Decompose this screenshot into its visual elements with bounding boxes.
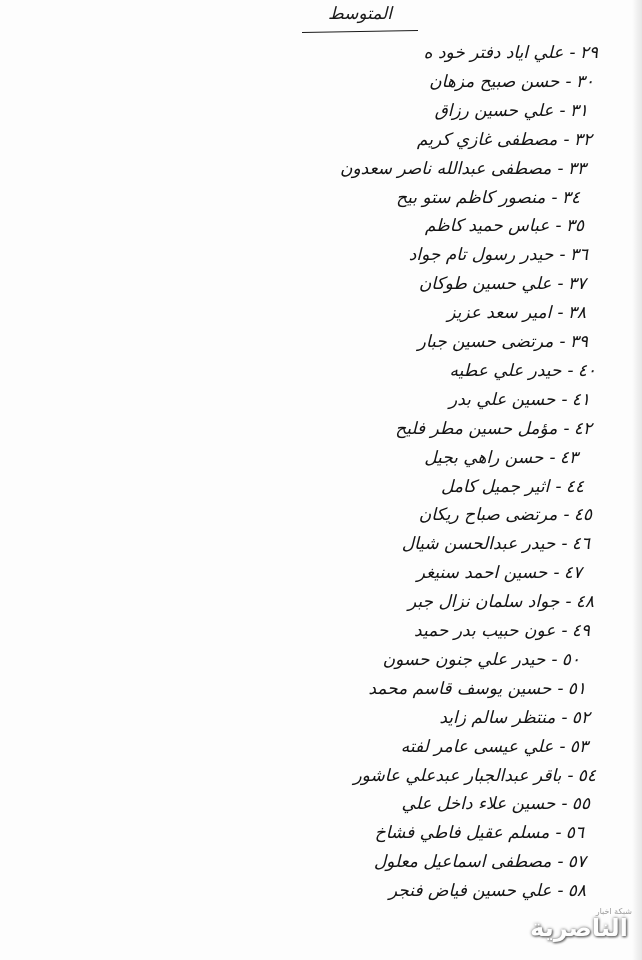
entry-number: ٤٣ [559, 447, 578, 468]
list-item [417, 560, 582, 586]
entry-number: ٥١ [567, 678, 586, 699]
entry-separator: - [555, 823, 562, 844]
entry-number: ٥٦ [565, 823, 584, 844]
page-heading: المتوسط [327, 4, 393, 24]
entry-name: امير سعد عزيز [447, 303, 552, 324]
list-item [395, 416, 592, 442]
list-item [424, 40, 598, 66]
entry-separator: - [555, 216, 562, 237]
entry-number: ٣٠ [575, 71, 594, 92]
entry-number: ٣٤ [561, 187, 580, 208]
entry-separator: - [557, 881, 564, 902]
entry-name: علي حسين فياض فنجر [388, 881, 552, 902]
entry-name: مؤمل حسين مطر فليح [395, 418, 558, 439]
entry-separator: - [557, 274, 564, 295]
entry-number: ٤٨ [575, 592, 594, 613]
entry-name: مصطفى غازي كريم [416, 129, 558, 150]
entry-name: حيدر عبدالحسن شيال [401, 534, 556, 555]
entry-separator: - [561, 707, 568, 728]
entry-number: ٥٢ [571, 707, 590, 728]
entry-number: ٤٢ [573, 418, 592, 439]
entry-separator: - [559, 100, 566, 121]
entry-separator: - [563, 505, 570, 526]
list-item [353, 763, 596, 789]
list-item [417, 127, 592, 153]
entry-number: ٥٨ [567, 881, 586, 902]
entry-name: حسين علاء داخل علي [401, 794, 556, 815]
entry-name: علي عيسى عامر لفته [400, 736, 554, 757]
entry-name: مرتضى صباح ريكان [418, 505, 558, 526]
entry-separator: - [567, 360, 574, 381]
entry-name: مصطفى عبدالله ناصر سعدون [339, 158, 552, 179]
entry-separator: - [557, 303, 564, 324]
watermark-logo: الناصرية [530, 914, 628, 942]
entry-name: علي اياد دفتر خود ه [423, 43, 564, 63]
entry-number: ٣٩ [569, 332, 588, 352]
entry-number: ٣١ [569, 100, 588, 121]
list-item [409, 242, 588, 268]
list-item [389, 878, 586, 904]
entry-number: ٥٥ [571, 794, 590, 815]
list-item [374, 849, 586, 875]
entry-name: علي حسين رزاق [434, 100, 554, 121]
list-item [441, 474, 584, 500]
entry-separator: - [561, 794, 568, 815]
list-item [414, 618, 590, 644]
entry-separator: - [563, 129, 570, 150]
list-item [449, 387, 590, 413]
list-item [340, 156, 586, 182]
list-item [402, 531, 590, 557]
entry-name: عباس حميد كاظم [424, 216, 550, 237]
list-item [450, 358, 596, 384]
list-item [429, 69, 594, 95]
entry-name: حسن راهي بجيل [424, 447, 544, 468]
entry-separator: - [559, 332, 566, 352]
entry-name: عون حبيب بدر حميد [414, 621, 556, 641]
entry-number: ٤٧ [563, 563, 582, 584]
entry-name: حسن صبيح مزهان [429, 71, 560, 92]
entry-number: ٥٠ [561, 649, 580, 670]
entry-number: ٣٧ [567, 274, 586, 295]
entry-number: ٣٥ [565, 216, 584, 237]
entry-name: حسين علي بدر [449, 389, 556, 410]
list-item [418, 329, 588, 355]
entry-name: جواد سلمان نزال جبر [408, 592, 560, 613]
entry-number: ٣٢ [573, 129, 592, 150]
entry-name: مرتضى حسين جبار [417, 332, 554, 352]
entry-separator: - [553, 563, 560, 584]
entry-name: حيدر علي عطيه [449, 360, 562, 381]
entry-name: حيدر رسول تام جواد [408, 245, 554, 266]
entry-separator: - [569, 43, 576, 63]
entry-separator: - [557, 158, 564, 179]
entry-number: ٣٨ [567, 303, 586, 324]
entry-separator: - [561, 534, 568, 555]
list-item [408, 589, 594, 615]
entry-separator: - [561, 621, 568, 641]
entry-number: ٤٩ [571, 621, 590, 641]
entry-name: حسين يوسف قاسم محمد [368, 678, 552, 699]
list-item [435, 98, 588, 124]
entry-name: علي حسين طوكان [418, 274, 552, 295]
watermark-subtext: شبكة اخبار [595, 907, 632, 916]
entry-number: ٤١ [571, 389, 590, 410]
entry-name: اثير جميل كامل [441, 476, 550, 497]
entry-number: ٢٩ [579, 43, 598, 63]
entry-separator: - [563, 418, 570, 439]
list-item [419, 271, 586, 297]
list-item [396, 185, 580, 211]
entry-number: ٥٤ [577, 765, 596, 786]
entry-separator: - [565, 592, 572, 613]
entry-number: ٥٣ [569, 736, 588, 757]
entry-number: ٤٠ [577, 360, 596, 381]
list-item [419, 502, 592, 528]
entry-separator: - [565, 71, 572, 92]
list-item [368, 676, 586, 702]
entry-number: ٥٧ [567, 852, 586, 873]
entry-name: باقر عبدالجبار عبدعلي عاشور [353, 765, 562, 786]
entry-name: منتظر سالم زايد [439, 707, 556, 728]
entry-separator: - [557, 678, 564, 699]
entry-separator: - [555, 476, 562, 497]
entry-number: ٤٦ [571, 534, 590, 555]
list-item [402, 791, 590, 817]
entry-number: ٤٤ [565, 476, 584, 497]
list-item [424, 445, 578, 471]
entry-separator: - [559, 245, 566, 266]
entry-number: ٤٥ [573, 505, 592, 526]
entry-separator: - [561, 389, 568, 410]
list-item [439, 705, 590, 731]
list-item [447, 300, 586, 326]
list-item [401, 734, 588, 760]
entry-number: ٣٣ [567, 158, 586, 179]
entry-number: ٣٦ [569, 245, 588, 266]
entry-name: مصطفى اسماعيل معلول [373, 852, 552, 873]
list-item [383, 647, 580, 673]
entry-separator: - [557, 852, 564, 873]
entry-name: حيدر علي جنون حسون [382, 649, 546, 670]
entry-name: حسين احمد سنيغر [416, 563, 548, 584]
list-item [425, 213, 584, 239]
entry-separator: - [559, 736, 566, 757]
entry-separator: - [551, 187, 558, 208]
entry-separator: - [549, 447, 556, 468]
entry-separator: - [551, 649, 558, 670]
entry-separator: - [567, 765, 574, 786]
list-item [375, 820, 584, 846]
entry-name: منصور كاظم ستو بيح [396, 187, 546, 208]
entry-name: مسلم عقيل فاطي فشاخ [374, 823, 550, 844]
